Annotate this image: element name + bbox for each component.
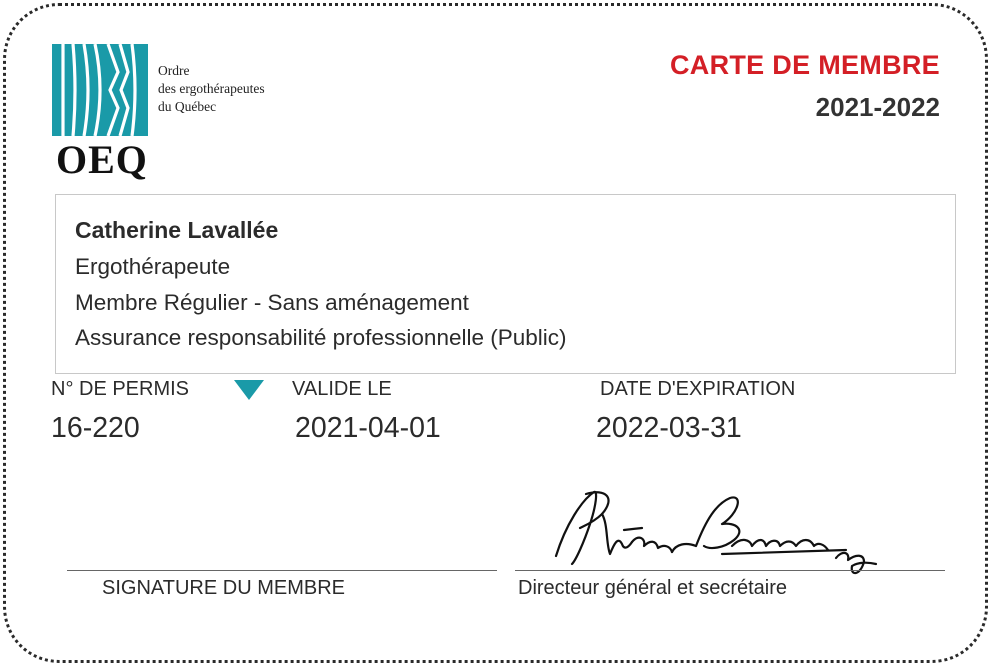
permit-value: 16-220 (51, 412, 140, 444)
member-name: Catherine Lavallée (75, 217, 279, 243)
card-title: CARTE DE MEMBRE (669, 50, 940, 80)
member-profession: Ergothérapeute (75, 254, 231, 279)
organization-name-line: des ergothérapeutes (158, 81, 265, 96)
organization-name-line: Ordre (158, 63, 190, 78)
logo-mark-icon (52, 44, 148, 136)
expiry-value: 2022-03-31 (596, 412, 742, 444)
valid-label: VALIDE LE (292, 378, 392, 400)
triangle-marker-icon (232, 378, 266, 402)
organization-name (158, 62, 298, 116)
valid-value: 2021-04-01 (295, 412, 441, 444)
organization-name-line: du Québec (158, 99, 217, 114)
permit-label: N° DE PERMIS (51, 378, 190, 400)
director-signature-icon (546, 484, 886, 584)
director-signature-caption: Directeur général et secrétaire (518, 577, 788, 599)
oeq-logo (52, 44, 302, 184)
logo-acronym: OEQ (56, 137, 148, 182)
member-signature-caption: SIGNATURE DU MEMBRE (102, 577, 345, 599)
member-category: Membre Régulier - Sans aménagement (75, 290, 469, 315)
director-signature-line (515, 570, 945, 571)
expiry-label: DATE D'EXPIRATION (600, 378, 796, 400)
member-signature-line (67, 570, 497, 571)
member-info-box (55, 194, 956, 374)
member-insurance: Assurance responsabilité professionnelle (Public) (75, 325, 567, 350)
membership-card (3, 3, 988, 663)
card-year: 2021-2022 (815, 92, 940, 122)
